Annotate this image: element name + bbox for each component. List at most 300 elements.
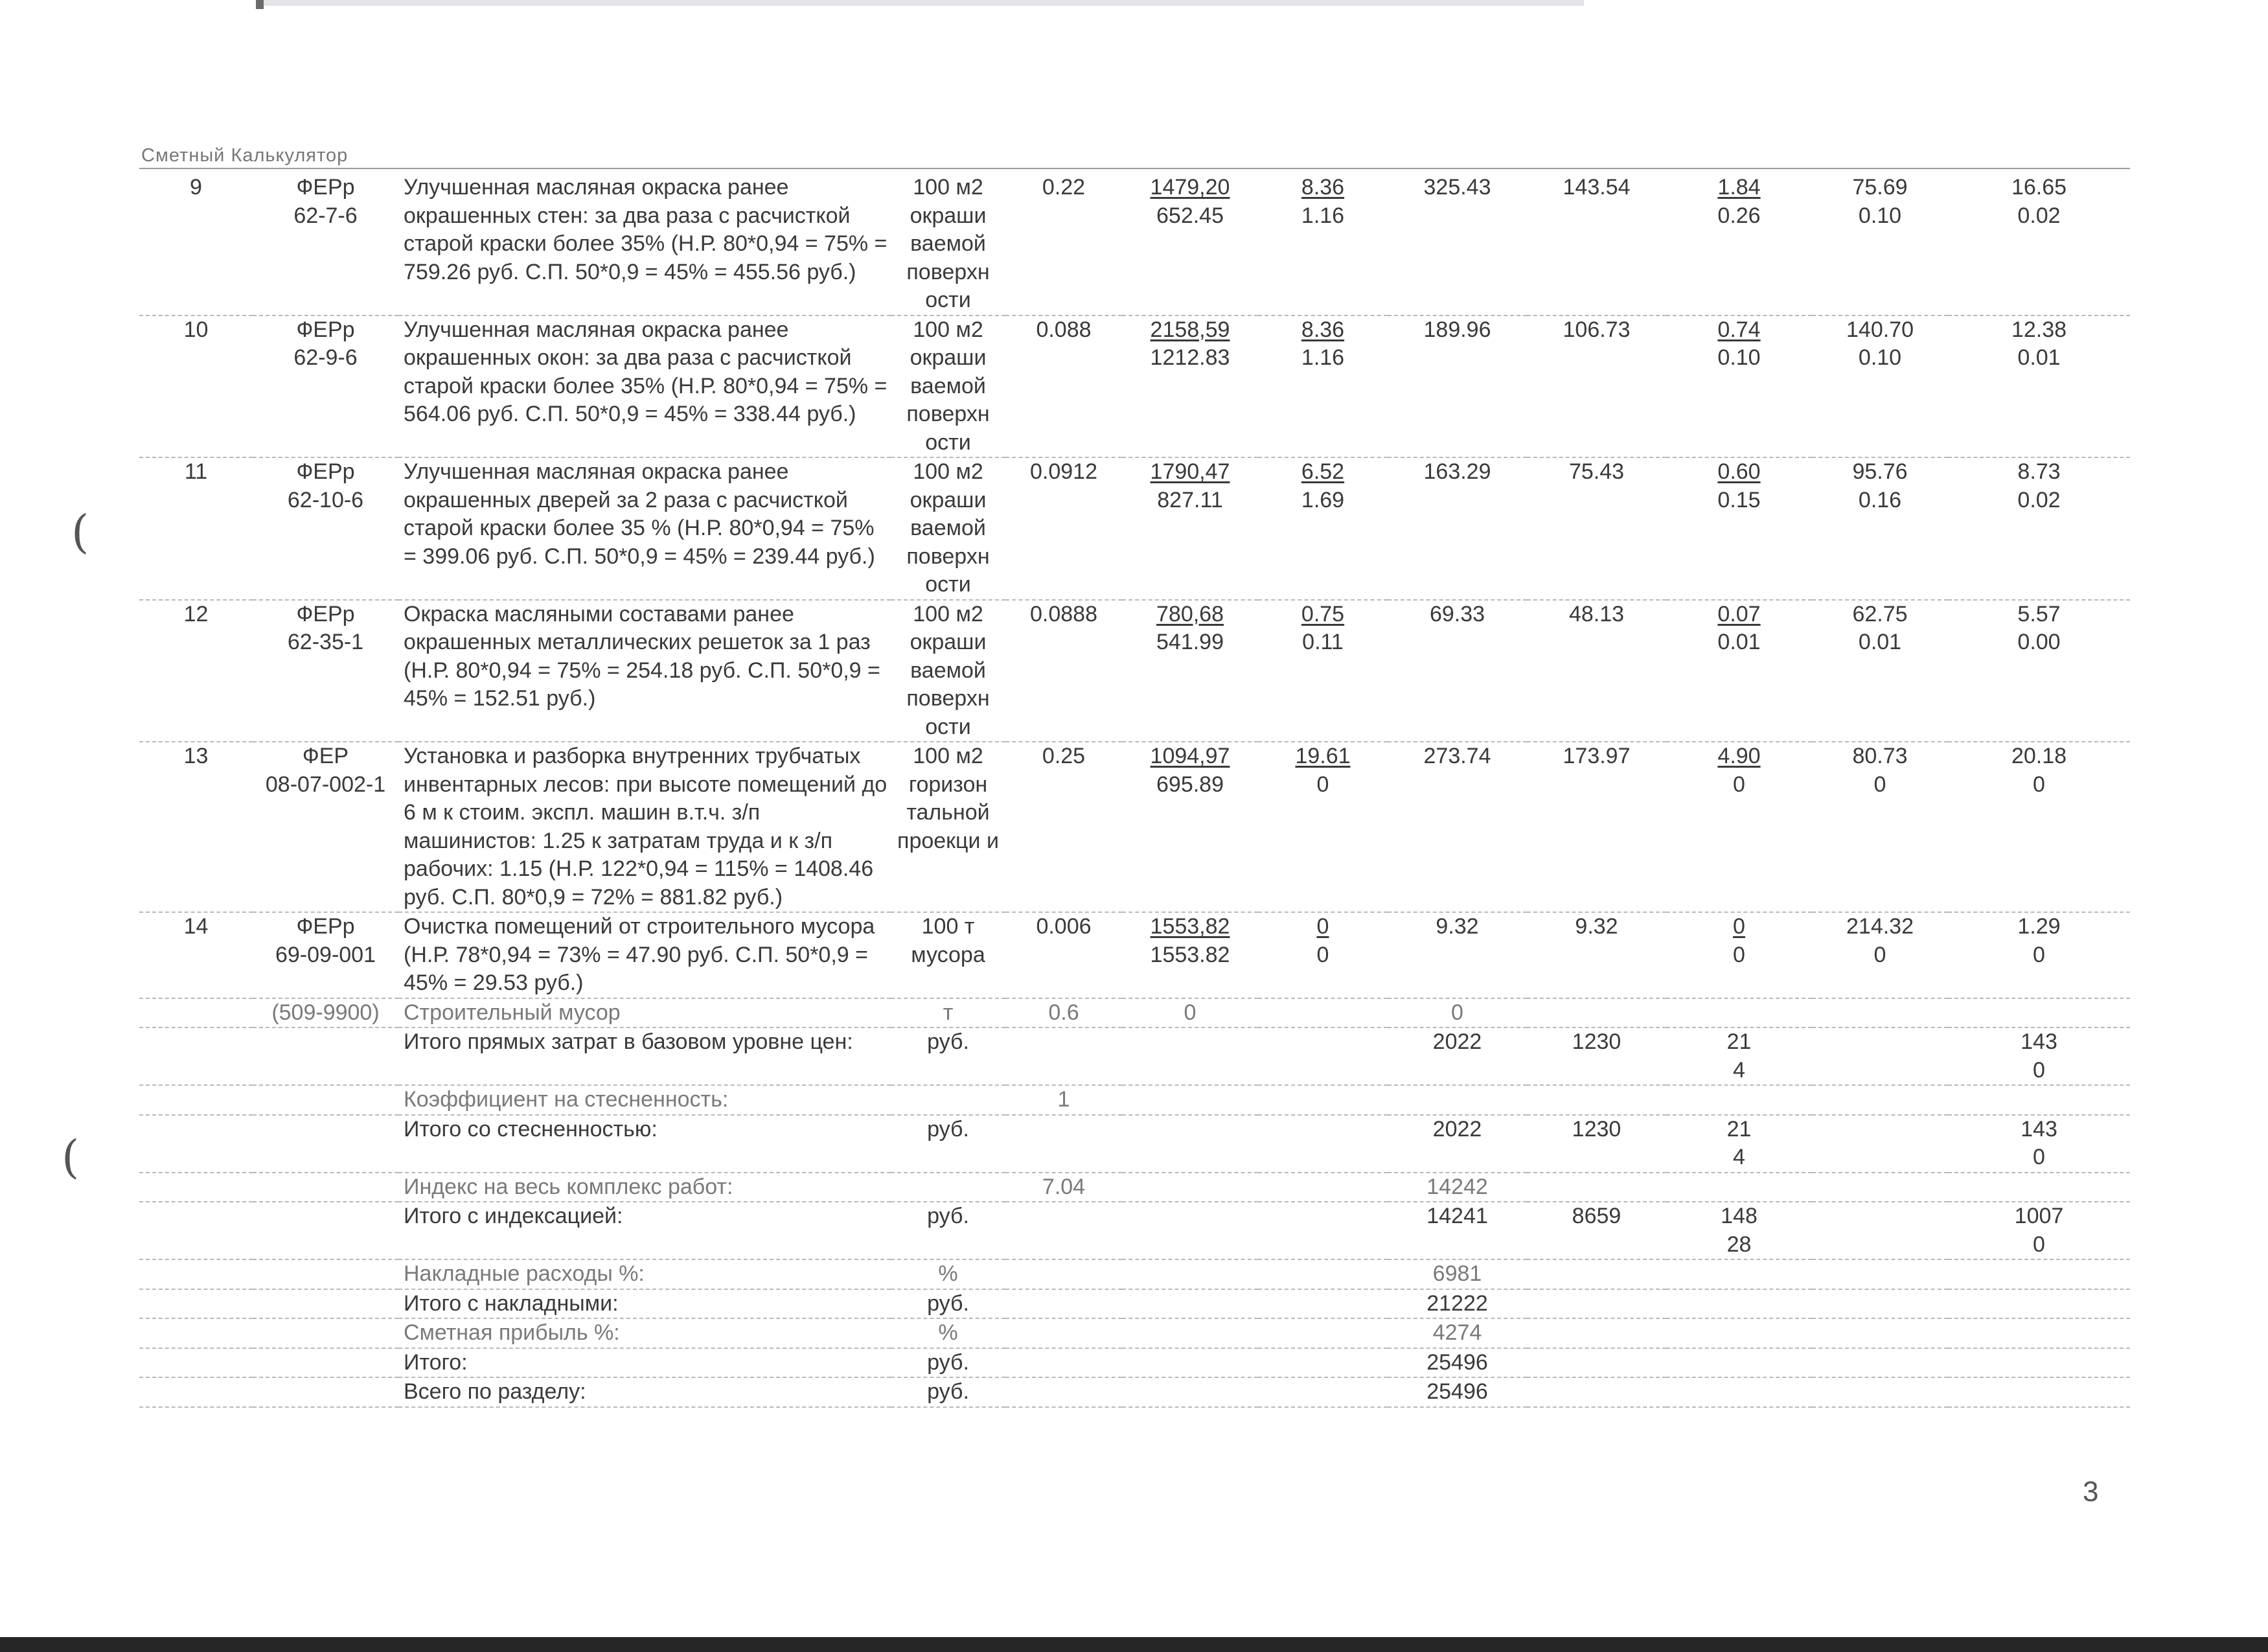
summary-total: 0 [1388, 998, 1527, 1028]
summary-code [253, 1348, 398, 1378]
summary-unit: т [891, 998, 1005, 1028]
item-wage: 9.32 [1527, 912, 1666, 998]
summary-unit-price [1122, 1173, 1258, 1202]
item-labor-total-top: 8.73 [2017, 459, 2061, 484]
scan-bottom-edge [0, 1637, 2268, 1652]
summary-total: 2022 [1388, 1115, 1527, 1173]
summary-quantity [1005, 1202, 1122, 1259]
item-labor-total-top: 5.57 [2017, 601, 2061, 626]
item-machine-total-bottom: 0.10 [1717, 345, 1761, 370]
summary-unit: руб. [891, 1202, 1005, 1259]
item-total: 325.43 [1388, 174, 1527, 315]
item-code-bottom: 08-07-002-1 [265, 772, 386, 797]
item-machine-total [1666, 315, 1812, 458]
item-unit-price [1122, 457, 1258, 600]
summary-label: Итого с индексацией: [398, 1202, 891, 1259]
item-labor-total-top: 12.38 [2011, 317, 2067, 342]
item-machine-unit-top: 0 [1316, 914, 1329, 939]
item-code-bottom: 62-9-6 [293, 345, 358, 370]
summary-empty [1812, 1027, 1948, 1085]
summary-empty [1258, 1027, 1388, 1085]
binder-hole-mark: ( [62, 1130, 80, 1184]
item-description: Очистка помещений от строительного мусора (Н.Р. 78*0,94 = 73% = 47.90 руб. С.П. 50*0,9 = 45% = 29.53 руб.) [398, 912, 891, 998]
summary-total: 6981 [1388, 1259, 1527, 1289]
summary-total: 4274 [1388, 1318, 1527, 1348]
summary-unit: руб. [891, 1027, 1005, 1085]
item-labor-total-top: 1.29 [2017, 914, 2061, 939]
summary-labor-total [1948, 1348, 2130, 1378]
summary-unit: % [891, 1259, 1005, 1289]
item-unit: 100 м2 горизон тальной проекци и [891, 742, 1005, 912]
summary-quantity: 1 [1005, 1085, 1122, 1115]
item-labor-total-top: 20.18 [2011, 744, 2067, 768]
item-quantity: 0.0912 [1005, 457, 1122, 600]
item-machine-total-top: 0.74 [1717, 317, 1761, 342]
item-number: 9 [139, 174, 253, 315]
summary-label: Всего по разделу: [398, 1377, 891, 1407]
item-machine-unit [1258, 457, 1388, 600]
summary-unit-price [1122, 1348, 1258, 1378]
item-labor-unit-bottom: 0.10 [1858, 203, 1902, 228]
item-machine-total-top: 1.84 [1717, 175, 1761, 200]
item-quantity: 0.088 [1005, 315, 1122, 458]
summary-empty [139, 1318, 253, 1348]
item-wage: 75.43 [1527, 457, 1666, 600]
summary-row [139, 1115, 2130, 1173]
table-row [139, 742, 2130, 912]
summary-unit: руб. [891, 1115, 1005, 1173]
item-labor-total-bottom: 0 [2033, 942, 2045, 967]
item-code-top: ФЕР [302, 744, 349, 768]
summary-code [253, 1318, 398, 1348]
item-description: Улучшенная масляная окраска ранее окрашенных стен: за два раза с расчисткой старой краски более 35% (Н.Р. 80*0,94 = 75% = 759.26 руб. С.П. 50*0,9 = 45% = 455.56 руб.) [398, 174, 891, 315]
summary-label: Строительный мусор [398, 998, 891, 1028]
summary-total: 21222 [1388, 1289, 1527, 1319]
item-total: 189.96 [1388, 315, 1527, 458]
summary-empty [1258, 1289, 1388, 1319]
summary-machine-total [1666, 1289, 1812, 1319]
item-unit-price-bottom: 541.99 [1156, 630, 1224, 654]
summary-labor-total: 1007 0 [1948, 1202, 2130, 1259]
item-machine-unit [1258, 742, 1388, 912]
summary-empty [139, 1289, 253, 1319]
summary-total: 25496 [1388, 1348, 1527, 1378]
item-unit: 100 т мусора [891, 912, 1005, 998]
summary-empty [1258, 1377, 1388, 1407]
item-number: 13 [139, 742, 253, 912]
item-labor-unit [1812, 315, 1948, 458]
scan-top-mark [256, 0, 264, 9]
table-row [139, 174, 2130, 315]
summary-machine-total [1666, 1377, 1812, 1407]
summary-wage [1527, 1259, 1666, 1289]
summary-empty [1258, 1202, 1388, 1259]
item-unit-price-top: 1094,97 [1150, 744, 1230, 768]
header-label: Сметный Калькулятор [141, 145, 349, 166]
summary-empty [1258, 1115, 1388, 1173]
item-unit-price-top: 1790,47 [1150, 459, 1230, 484]
item-machine-total [1666, 742, 1812, 912]
summary-code [253, 1377, 398, 1407]
summary-labor-total: 143 0 [1948, 1027, 2130, 1085]
item-code-top: ФЕРр [296, 914, 355, 939]
summary-code [253, 1289, 398, 1319]
item-labor-total [1948, 742, 2130, 912]
summary-total [1388, 1085, 1527, 1115]
item-code-top: ФЕРр [296, 459, 355, 484]
summary-empty [139, 1348, 253, 1378]
item-labor-total [1948, 315, 2130, 458]
item-machine-unit [1258, 315, 1388, 458]
summary-empty [139, 1173, 253, 1202]
item-unit-price-top: 780,68 [1156, 601, 1224, 626]
summary-label: Итого с накладными: [398, 1289, 891, 1319]
summary-empty [139, 1377, 253, 1407]
summary-machine-total [1666, 1348, 1812, 1378]
item-code-bottom: 62-35-1 [287, 630, 364, 654]
summary-empty [1812, 1318, 1948, 1348]
summary-unit-price [1122, 1318, 1258, 1348]
summary-total: 14241 [1388, 1202, 1527, 1259]
item-unit-price [1122, 912, 1258, 998]
summary-empty [1812, 1377, 1948, 1407]
summary-quantity [1005, 1318, 1122, 1348]
summary-empty [1812, 1173, 1948, 1202]
item-code [253, 174, 398, 315]
item-total: 9.32 [1388, 912, 1527, 998]
item-machine-unit-bottom: 0 [1316, 772, 1329, 797]
item-labor-unit-top: 214.32 [1846, 914, 1914, 939]
table-row [139, 457, 2130, 600]
item-labor-total-bottom: 0.00 [2017, 630, 2061, 654]
summary-label: Коэффициент на стесненность: [398, 1085, 891, 1115]
item-code-top: ФЕРр [296, 175, 355, 200]
item-labor-total-bottom: 0.02 [2017, 203, 2061, 228]
summary-quantity [1005, 1259, 1122, 1289]
summary-label: Итого со стесненностью: [398, 1115, 891, 1173]
summary-empty [1258, 1085, 1388, 1115]
item-labor-unit [1812, 600, 1948, 742]
summary-wage [1527, 1377, 1666, 1407]
item-unit-price [1122, 315, 1258, 458]
item-total: 273.74 [1388, 742, 1527, 912]
item-machine-unit-bottom: 1.16 [1301, 345, 1345, 370]
item-labor-unit [1812, 174, 1948, 315]
item-labor-unit-bottom: 0 [1873, 942, 1886, 967]
summary-unit: руб. [891, 1377, 1005, 1407]
item-machine-unit-top: 8.36 [1301, 317, 1345, 342]
item-number: 10 [139, 315, 253, 458]
summary-total: 2022 [1388, 1027, 1527, 1085]
summary-quantity [1005, 1115, 1122, 1173]
item-labor-unit [1812, 912, 1948, 998]
summary-empty [1258, 1259, 1388, 1289]
summary-row [139, 1085, 2130, 1115]
summary-empty [1812, 1259, 1948, 1289]
summary-label: Сметная прибыль %: [398, 1318, 891, 1348]
summary-empty [139, 1085, 253, 1115]
item-machine-unit-top: 0.75 [1301, 601, 1345, 626]
summary-quantity [1005, 1289, 1122, 1319]
item-machine-total-top: 0 [1733, 914, 1745, 939]
item-code-bottom: 69-09-001 [275, 942, 376, 967]
table-row [139, 600, 2130, 742]
item-number: 11 [139, 457, 253, 600]
item-unit-price-bottom: 827.11 [1157, 487, 1223, 512]
item-labor-unit [1812, 742, 1948, 912]
item-wage: 106.73 [1527, 315, 1666, 458]
item-unit-price [1122, 600, 1258, 742]
summary-wage [1527, 1348, 1666, 1378]
item-labor-total-top: 16.65 [2011, 175, 2067, 200]
item-unit: 100 м2 окраши ваемой поверхн ости [891, 315, 1005, 458]
item-machine-unit [1258, 600, 1388, 742]
item-labor-total [1948, 912, 2130, 998]
item-labor-total-bottom: 0.01 [2017, 345, 2061, 370]
item-machine-total-bottom: 0 [1733, 942, 1745, 967]
summary-empty [1812, 1289, 1948, 1319]
summary-labor-total [1948, 1377, 2130, 1407]
summary-labor-total [1948, 1259, 2130, 1289]
item-unit-price-top: 1479,20 [1150, 175, 1230, 200]
summary-label: Накладные расходы %: [398, 1259, 891, 1289]
summary-machine-total [1666, 1085, 1812, 1115]
item-description: Окраска масляными составами ранее окрашенных металлических решеток за 1 раз (Н.Р. 80*0,94 = 75% = 254.18 руб. С.П. 50*0,9 = 45% = 152.51 руб.) [398, 600, 891, 742]
summary-unit-price [1122, 1202, 1258, 1259]
item-machine-unit-bottom: 1.16 [1301, 203, 1345, 228]
item-code-top: ФЕРр [296, 317, 355, 342]
item-labor-unit-top: 95.76 [1852, 459, 1908, 484]
item-quantity: 0.006 [1005, 912, 1122, 998]
item-unit-price-bottom: 1553.82 [1150, 942, 1230, 967]
summary-unit [891, 1173, 1005, 1202]
summary-code: (509-9900) [253, 998, 398, 1028]
summary-row [139, 1377, 2130, 1407]
item-code [253, 600, 398, 742]
summary-unit-price [1122, 1027, 1258, 1085]
summary-labor-total [1948, 1289, 2130, 1319]
binder-hole-mark: ( [71, 505, 89, 558]
item-total: 69.33 [1388, 600, 1527, 742]
item-code-bottom: 62-10-6 [287, 487, 364, 512]
item-machine-unit-bottom: 0.11 [1302, 630, 1344, 654]
summary-empty [139, 1259, 253, 1289]
item-machine-unit-top: 6.52 [1301, 459, 1345, 484]
item-machine-total-bottom: 0.26 [1717, 203, 1761, 228]
summary-empty [1258, 1173, 1388, 1202]
summary-unit: руб. [891, 1289, 1005, 1319]
summary-empty [139, 998, 253, 1028]
item-machine-total-bottom: 0 [1733, 772, 1745, 797]
summary-empty [1258, 998, 1388, 1028]
item-labor-unit-top: 75.69 [1852, 175, 1908, 200]
summary-wage [1527, 1173, 1666, 1202]
summary-unit: руб. [891, 1348, 1005, 1378]
summary-label: Индекс на весь комплекс работ: [398, 1173, 891, 1202]
summary-rows [139, 998, 2130, 1407]
item-wage: 143.54 [1527, 174, 1666, 315]
summary-quantity: 0.6 [1005, 998, 1122, 1028]
item-unit-price-bottom: 1212.83 [1150, 345, 1230, 370]
item-labor-total [1948, 600, 2130, 742]
summary-labor-total: 143 0 [1948, 1115, 2130, 1173]
summary-labor-total [1948, 1085, 2130, 1115]
item-machine-total-bottom: 0.15 [1717, 487, 1761, 512]
summary-wage: 8659 [1527, 1202, 1666, 1259]
item-labor-total [1948, 457, 2130, 600]
summary-wage [1527, 1289, 1666, 1319]
header-rule [139, 168, 2130, 169]
item-labor-unit-top: 62.75 [1852, 601, 1908, 626]
item-labor-unit-bottom: 0.10 [1858, 345, 1902, 370]
summary-machine-total [1666, 998, 1812, 1028]
item-quantity: 0.22 [1005, 174, 1122, 315]
summary-total: 14242 [1388, 1173, 1527, 1202]
summary-row [139, 1027, 2130, 1085]
item-unit-price-top: 1553,82 [1150, 914, 1230, 939]
summary-unit-price [1122, 1115, 1258, 1173]
summary-label: Итого прямых затрат в базовом уровне цен: [398, 1027, 891, 1085]
summary-unit: % [891, 1318, 1005, 1348]
estimate-table [139, 174, 2130, 1408]
item-number: 14 [139, 912, 253, 998]
item-code [253, 912, 398, 998]
item-machine-unit [1258, 174, 1388, 315]
item-machine-total-top: 0.07 [1717, 601, 1761, 626]
page-number: 3 [2083, 1476, 2099, 1508]
summary-wage: 1230 [1527, 1027, 1666, 1085]
item-quantity: 0.25 [1005, 742, 1122, 912]
summary-total: 25496 [1388, 1377, 1527, 1407]
item-labor-total [1948, 174, 2130, 315]
summary-labor-total [1948, 1173, 2130, 1202]
summary-code [253, 1173, 398, 1202]
summary-unit-price [1122, 1289, 1258, 1319]
item-labor-unit-top: 140.70 [1846, 317, 1914, 342]
item-description: Улучшенная масляная окраска ранее окрашенных окон: за два раза с расчисткой старой краски более 35% (Н.Р. 80*0,94 = 75% = 564.06 руб. С.П. 50*0,9 = 45% = 338.44 руб.) [398, 315, 891, 458]
summary-code [253, 1115, 398, 1173]
summary-wage [1527, 1318, 1666, 1348]
item-quantity: 0.0888 [1005, 600, 1122, 742]
item-unit-price [1122, 742, 1258, 912]
item-machine-total [1666, 174, 1812, 315]
item-labor-unit-bottom: 0.16 [1858, 487, 1902, 512]
item-wage: 48.13 [1527, 600, 1666, 742]
summary-wage [1527, 1085, 1666, 1115]
item-machine-total-bottom: 0.01 [1717, 630, 1761, 654]
summary-code [253, 1027, 398, 1085]
summary-empty [139, 1115, 253, 1173]
summary-machine-total: 21 4 [1666, 1115, 1812, 1173]
summary-row [139, 998, 2130, 1028]
item-machine-unit-bottom: 1.69 [1301, 487, 1345, 512]
summary-row [139, 1318, 2130, 1348]
summary-row [139, 1202, 2130, 1259]
item-labor-total-bottom: 0.02 [2017, 487, 2061, 512]
item-total: 163.29 [1388, 457, 1527, 600]
summary-empty [1812, 998, 1948, 1028]
summary-label: Итого: [398, 1348, 891, 1378]
item-machine-total-top: 4.90 [1717, 744, 1761, 768]
item-unit-price-bottom: 695.89 [1156, 772, 1224, 797]
summary-machine-total [1666, 1318, 1812, 1348]
item-code-top: ФЕРр [296, 601, 355, 626]
item-unit-price-top: 2158,59 [1150, 317, 1230, 342]
summary-empty [1258, 1348, 1388, 1378]
item-machine-unit-top: 19.61 [1295, 744, 1351, 768]
item-labor-unit [1812, 457, 1948, 600]
summary-empty [139, 1027, 253, 1085]
item-code [253, 315, 398, 458]
item-unit: 100 м2 окраши ваемой поверхн ости [891, 174, 1005, 315]
item-labor-unit-bottom: 0 [1873, 772, 1886, 797]
summary-code [253, 1259, 398, 1289]
item-labor-unit-top: 80.73 [1852, 744, 1908, 768]
item-unit-price [1122, 174, 1258, 315]
item-machine-unit [1258, 912, 1388, 998]
table-row [139, 912, 2130, 998]
summary-code [253, 1202, 398, 1259]
item-unit-price-bottom: 652.45 [1156, 203, 1224, 228]
summary-machine-total [1666, 1173, 1812, 1202]
summary-wage [1527, 998, 1666, 1028]
scan-top-edge [256, 0, 1584, 6]
summary-unit-price [1122, 1085, 1258, 1115]
summary-empty [1812, 1085, 1948, 1115]
summary-machine-total: 148 28 [1666, 1202, 1812, 1259]
item-machine-unit-bottom: 0 [1316, 942, 1329, 967]
summary-quantity: 7.04 [1005, 1173, 1122, 1202]
item-unit: 100 м2 окраши ваемой поверхн ости [891, 457, 1005, 600]
summary-row [139, 1348, 2130, 1378]
summary-empty [1812, 1115, 1948, 1173]
summary-quantity [1005, 1348, 1122, 1378]
item-code [253, 457, 398, 600]
item-code [253, 742, 398, 912]
item-rows [139, 174, 2130, 998]
item-machine-total [1666, 600, 1812, 742]
summary-unit-price: 0 [1122, 998, 1258, 1028]
summary-labor-total [1948, 1318, 2130, 1348]
item-unit: 100 м2 окраши ваемой поверхн ости [891, 600, 1005, 742]
summary-unit [891, 1085, 1005, 1115]
summary-code [253, 1085, 398, 1115]
summary-machine-total [1666, 1259, 1812, 1289]
summary-row [139, 1259, 2130, 1289]
summary-empty [139, 1202, 253, 1259]
item-description: Установка и разборка внутренних трубчатых инвентарных лесов: при высоте помещений до 6 м к стоим. экспл. машин в.т.ч. з/п машинистов: 1.25 к затратам труда и к з/п рабочих: 1.15 (Н.Р. 122*0,94 = 115% = 1408.46 руб. С.П. 80*0,9 = 72% = 881.82 руб.) [398, 742, 891, 912]
summary-empty [1258, 1318, 1388, 1348]
summary-unit-price [1122, 1259, 1258, 1289]
summary-machine-total: 21 4 [1666, 1027, 1812, 1085]
item-code-bottom: 62-7-6 [293, 203, 358, 228]
summary-empty [1812, 1202, 1948, 1259]
summary-labor-total [1948, 998, 2130, 1028]
item-wage: 173.97 [1527, 742, 1666, 912]
item-description: Улучшенная масляная окраска ранее окрашенных дверей за 2 раза с расчисткой старой краски более 35 % (Н.Р. 80*0,94 = 75% = 399.06 руб. С.П. 50*0,9 = 45% = 239.44 руб.) [398, 457, 891, 600]
item-machine-unit-top: 8.36 [1301, 175, 1345, 200]
table-row [139, 315, 2130, 458]
summary-quantity [1005, 1027, 1122, 1085]
summary-wage: 1230 [1527, 1115, 1666, 1173]
summary-row [139, 1173, 2130, 1202]
summary-row [139, 1289, 2130, 1319]
summary-empty [1812, 1348, 1948, 1378]
item-labor-unit-bottom: 0.01 [1858, 630, 1902, 654]
item-number: 12 [139, 600, 253, 742]
summary-unit-price [1122, 1377, 1258, 1407]
item-machine-total [1666, 457, 1812, 600]
